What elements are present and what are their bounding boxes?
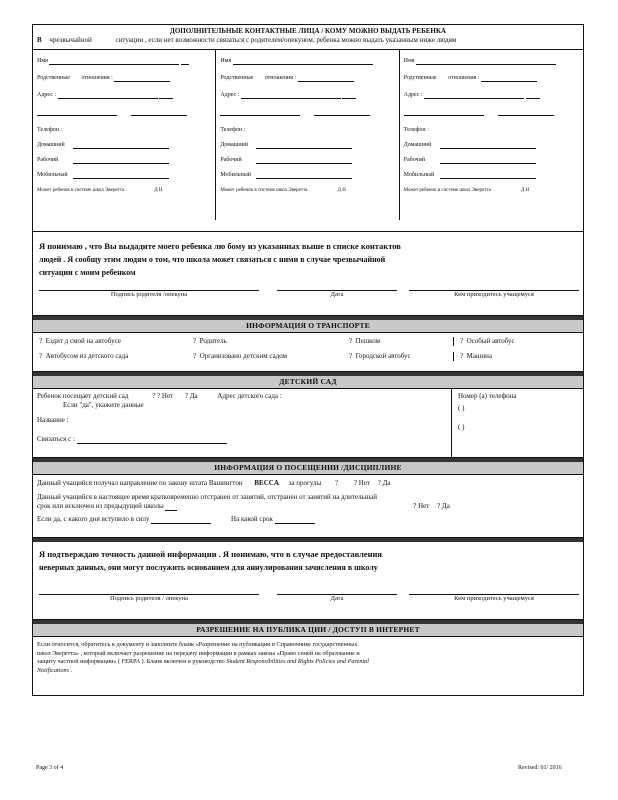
agreement-1-line-1: Я понимаю , что Вы выдадите моего ребенка лю бому из указанных выше в списке контактов (39, 241, 401, 251)
kindergarten-contact-field[interactable] (77, 435, 227, 444)
discipline-q2-yes[interactable]: ? Да (437, 502, 450, 510)
discipline-q2-no[interactable]: ? Нет (413, 502, 430, 510)
contact-address-field[interactable] (58, 90, 158, 99)
transport-option[interactable]: ? Автобусом из детского сада (39, 352, 129, 360)
contact-address-field[interactable] (424, 90, 524, 99)
contact-relation-field[interactable] (481, 73, 537, 82)
agreement-section-1: Я понимаю , что Вы выдадите моего ребенка лю бому из указанных выше в списке контактов людей . Я сообщу этим людям о том, что школа может связаться с ними в случае чрезвычайной ситуации с моим ребенком Подпись родителя /опекуна Дата Кем приходитесь учащемуся (32, 232, 584, 316)
page-number: Page 3 of 4 (36, 765, 64, 771)
contact-name-field[interactable] (49, 56, 179, 65)
kindergarten-yes-option[interactable]: ? Да (184, 392, 198, 400)
contact-relation-field[interactable] (298, 73, 354, 82)
transport-option[interactable]: ? Родитель (193, 337, 227, 345)
form-page (32, 24, 584, 771)
transport-section (32, 316, 584, 372)
agreement-section-2: Я подтверждаю точность данной информации . Я понимаю, что в случае предоставления неверных данных, они могут послужить основанием для аннулирования зачисления в школу Подпись родителя / опекуна Дата Кем приходитесь учащемуся (32, 538, 584, 620)
contact-column-1: Имя Родственные отношения : Адрес : Телефон : Домашний Рабочий Мобильный Может ребенок в системе школ Эверетта Д Н (33, 50, 216, 220)
publication-title: РАЗРЕШЕНИЕ НА ПУБЛИКА ЦИИ / ДОСТУП В ИНТЕРНЕТ (33, 624, 583, 637)
transport-option[interactable]: ? Городской автобус (349, 352, 411, 360)
contact-home-phone[interactable] (73, 140, 169, 149)
discipline-effective-date[interactable] (151, 515, 211, 524)
contact-name-field[interactable] (233, 56, 373, 65)
contact-home-phone[interactable] (440, 140, 536, 149)
contacts-intro: В чрезвычайной ситуации , если нет возможности связаться с родителем/опекуном, ребенка можно выдать указанным ниже людям (37, 36, 457, 44)
contacts-columns (33, 50, 583, 220)
contact-name-field[interactable] (416, 56, 556, 65)
kindergarten-section: ДЕТСКИЙ САД Ребенок посещает детский сад ? ? Нет ? Да Адрес детского сада : Если "да", укажите данные Название : Связаться с : Номер (а) телефона ( ) ( ) (32, 372, 584, 458)
contact-column-2: Имя Родственные отношения : Адрес : Телефон : Домашний Рабочий Мобильный Может ребенок в системе школ Эверетта Д Н (216, 50, 399, 220)
agreement-1-line-3: ситуации с моим ребенком (39, 268, 136, 277)
contacts-section (32, 24, 584, 232)
publication-section: РАЗРЕШЕНИЕ НА ПУБЛИКА ЦИИ / ДОСТУП В ИНТЕРНЕТ Если относится, обратитесь к документу и заполните бланк «Разрешение на публикации в Справочнике государственных школ Эверетта» , который включает разрешение на передачу информации в рамках закона «Право семей на образование и защиту частной информации» ( FERPA ). Бланк включен в руководство Student Responsibilities and Rights Policies and Parental Notifications . (32, 620, 584, 696)
transport-row-2 (33, 346, 583, 361)
contact-work-phone[interactable] (73, 155, 169, 164)
discipline-q1-yes[interactable]: ? Да (377, 479, 391, 487)
discipline-title: ИНФОРМАЦИЯ О ПОСЕЩЕНИИ /ДИСЦИПЛИНЕ (33, 462, 583, 475)
discipline-section: ИНФОРМАЦИЯ О ПОСЕЩЕНИИ /ДИСЦИПЛИНЕ Данный учащийся получал направление по закону штата Вашингтон BECCA за прогулы ? ? Нет ? Да Данный учащийся в настоящее время кратковременно отстранен от занятий, отстранен от занятий на длительный срок или исключен из предыдущей школы ? Нет ? Да Если да, с какого дня вступило в силу На какой срок (32, 458, 584, 538)
contact-mobile-phone[interactable] (73, 170, 169, 179)
contact-address-field[interactable] (241, 90, 341, 99)
kindergarten-no-option[interactable]: ? ? Нет (152, 392, 174, 400)
discipline-duration[interactable] (275, 515, 315, 524)
agreement-2-line-2: неверных данных, они могут послужить основанием для аннулирования зачисления в школу (39, 563, 378, 572)
contact-relation-field[interactable] (114, 73, 170, 82)
transport-option[interactable]: ? Особый автобус (453, 337, 515, 346)
agreement-2-line-1: Я подтверждаю точность данной информации . Я понимаю, что в случае предоставления (39, 549, 383, 559)
transport-row-1 (33, 333, 583, 346)
transport-option[interactable]: ? Пешком (349, 337, 381, 345)
transport-title: ИНФОРМАЦИЯ О ТРАНСПОРТЕ (33, 320, 583, 333)
discipline-q1-no[interactable]: ? Нет (353, 479, 370, 487)
kindergarten-phone-1[interactable]: ( ) (458, 404, 465, 412)
transport-option[interactable]: ? Машина (453, 352, 492, 361)
contact-work-phone[interactable] (256, 155, 352, 164)
revised-date: Revised: 01/ 2016 (518, 765, 562, 771)
contact-column-3: Имя Родственные отношения : Адрес : Телефон : Домашний Рабочий Мобильный Может ребенок в системе школ Эверетта Д Н (400, 50, 583, 220)
kindergarten-name-field[interactable] (70, 416, 220, 425)
contacts-title: ДОПОЛНИТЕЛЬНЫЕ КОНТАКТНЫЕ ЛИЦА / КОМУ МОЖНО ВЫДАТЬ РЕБЕНКА (170, 27, 446, 35)
transport-option[interactable]: ? Организовано детским садом (193, 352, 288, 360)
contact-work-phone[interactable] (440, 155, 536, 164)
agreement-1-line-2: людей . Я сообщу этим людям о том, что школа может связаться с ними в случае чрезвычайной (39, 255, 386, 264)
transport-option[interactable]: ? Ездит д смой на автобусе (39, 337, 121, 345)
contact-home-phone[interactable] (256, 140, 352, 149)
kindergarten-phone-2[interactable]: ( ) (458, 423, 465, 431)
kindergarten-title: ДЕТСКИЙ САД (33, 376, 583, 389)
contact-mobile-phone[interactable] (256, 170, 352, 179)
contact-mobile-phone[interactable] (440, 170, 536, 179)
